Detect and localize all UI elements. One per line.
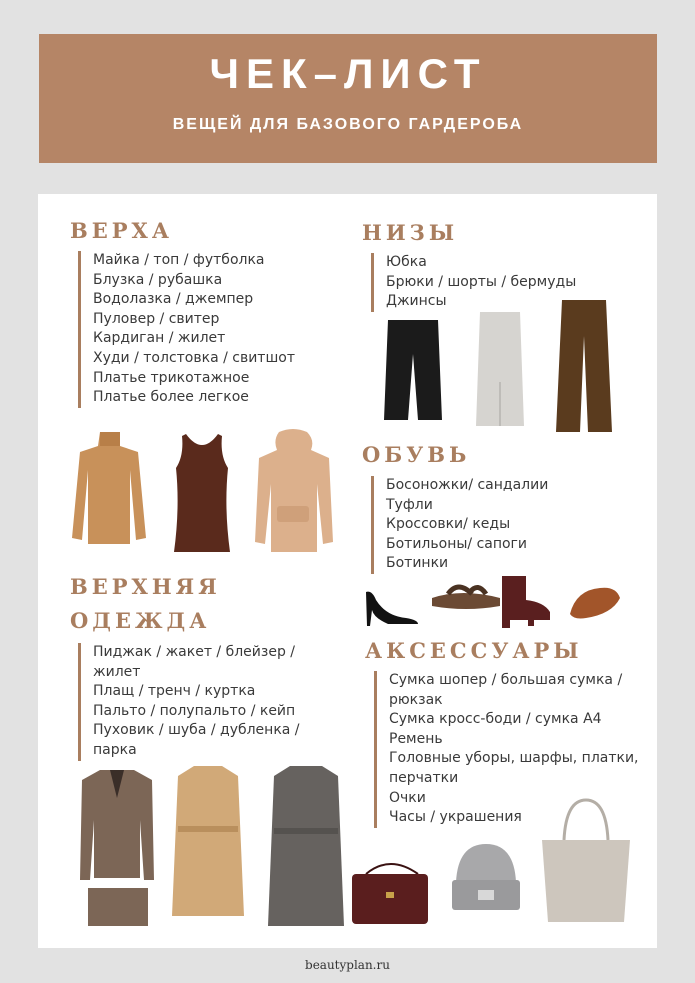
header-banner (39, 34, 657, 163)
list-item: Юбка (386, 254, 427, 270)
list-item: перчатки (389, 769, 459, 786)
list-item: Пуловер / свитер (93, 310, 220, 327)
list-item: Пуховик / шуба / дубленка / (93, 722, 300, 739)
list-item: Майка / топ / футболка (93, 252, 265, 268)
section-heading-accessories: АКСЕССУАРЫ (365, 638, 583, 663)
list-item: жилет (93, 663, 141, 680)
list-item: Ботильоны/ сапоги (386, 535, 528, 552)
list-item: Кардиган / жилет (93, 330, 226, 347)
tote-bag-image (542, 798, 630, 924)
section-heading-shoes: ОБУВЬ (362, 442, 471, 467)
footer-site: beautyplan.ru (305, 958, 390, 972)
list-item: Пальто / полупальто / кейп (93, 702, 296, 719)
list-item: Платье трикотажное (93, 369, 250, 386)
list-item: Босоножки/ сандалии (386, 477, 549, 493)
list-item: Ботинки (386, 555, 449, 572)
list-bottoms (371, 253, 576, 312)
crossbody-bag-image (350, 862, 432, 926)
knit-beanie-image (450, 842, 522, 914)
grey-coat-image (268, 764, 344, 928)
pencil-skirt-image (474, 312, 526, 428)
loafers-image (566, 576, 622, 626)
list-item: Брюки / шорты / бермуды (386, 273, 577, 290)
list-item: Джинсы (386, 293, 447, 310)
leather-culottes-image (384, 320, 442, 424)
list-item: Часы / украшения (389, 809, 522, 826)
list-item: Блузка / рубашка (93, 271, 223, 288)
sandals-image (430, 578, 502, 612)
pumps-image (364, 586, 420, 626)
hoodie-image (253, 430, 333, 552)
list-item: Головные уборы, шарфы, платки, (389, 750, 639, 767)
turtleneck-sweater-image (72, 430, 148, 550)
trench-coat-image (172, 764, 244, 928)
list-item: Туфли (386, 496, 433, 513)
list-item: Пиджак / жакет / блейзер / (93, 644, 296, 660)
list-item: Водолазка / джемпер (93, 291, 254, 308)
list-item: Сумка шопер / большая сумка / (389, 672, 623, 688)
list-item: парка (93, 741, 137, 758)
section-heading-tops: ВЕРХА (70, 218, 173, 243)
plaid-blazer-image (80, 768, 154, 928)
list-item: Очки (389, 789, 426, 806)
section-heading-outerwear-line2: ОДЕЖДА (70, 608, 211, 633)
ankle-boots-image (496, 576, 552, 628)
page-title: ЧЕК–ЛИСТ (209, 50, 487, 97)
list-item: Сумка кросс-боди / сумка А4 (389, 711, 602, 728)
tank-top-image (172, 434, 232, 554)
list-item: Ремень (389, 730, 443, 747)
list-shoes (371, 476, 548, 574)
page-subtitle: ВЕЩЕЙ ДЛЯ БАЗОВОГО ГАРДЕРОБА (172, 116, 524, 133)
list-outerwear (78, 643, 300, 761)
list-item: Плащ / тренч / куртка (93, 683, 256, 700)
section-heading-bottoms: НИЗЫ (362, 220, 459, 245)
list-item: рюкзак (389, 691, 443, 708)
list-item: Кроссовки/ кеды (386, 516, 511, 533)
trousers-image (556, 300, 612, 434)
checklist-card (38, 194, 657, 948)
list-item: Платье более легкое (93, 389, 249, 406)
list-tops (78, 251, 295, 408)
section-heading-outerwear-line1: ВЕРХНЯЯ (70, 574, 221, 599)
list-item: Худи / толстовка / свитшот (93, 349, 295, 366)
